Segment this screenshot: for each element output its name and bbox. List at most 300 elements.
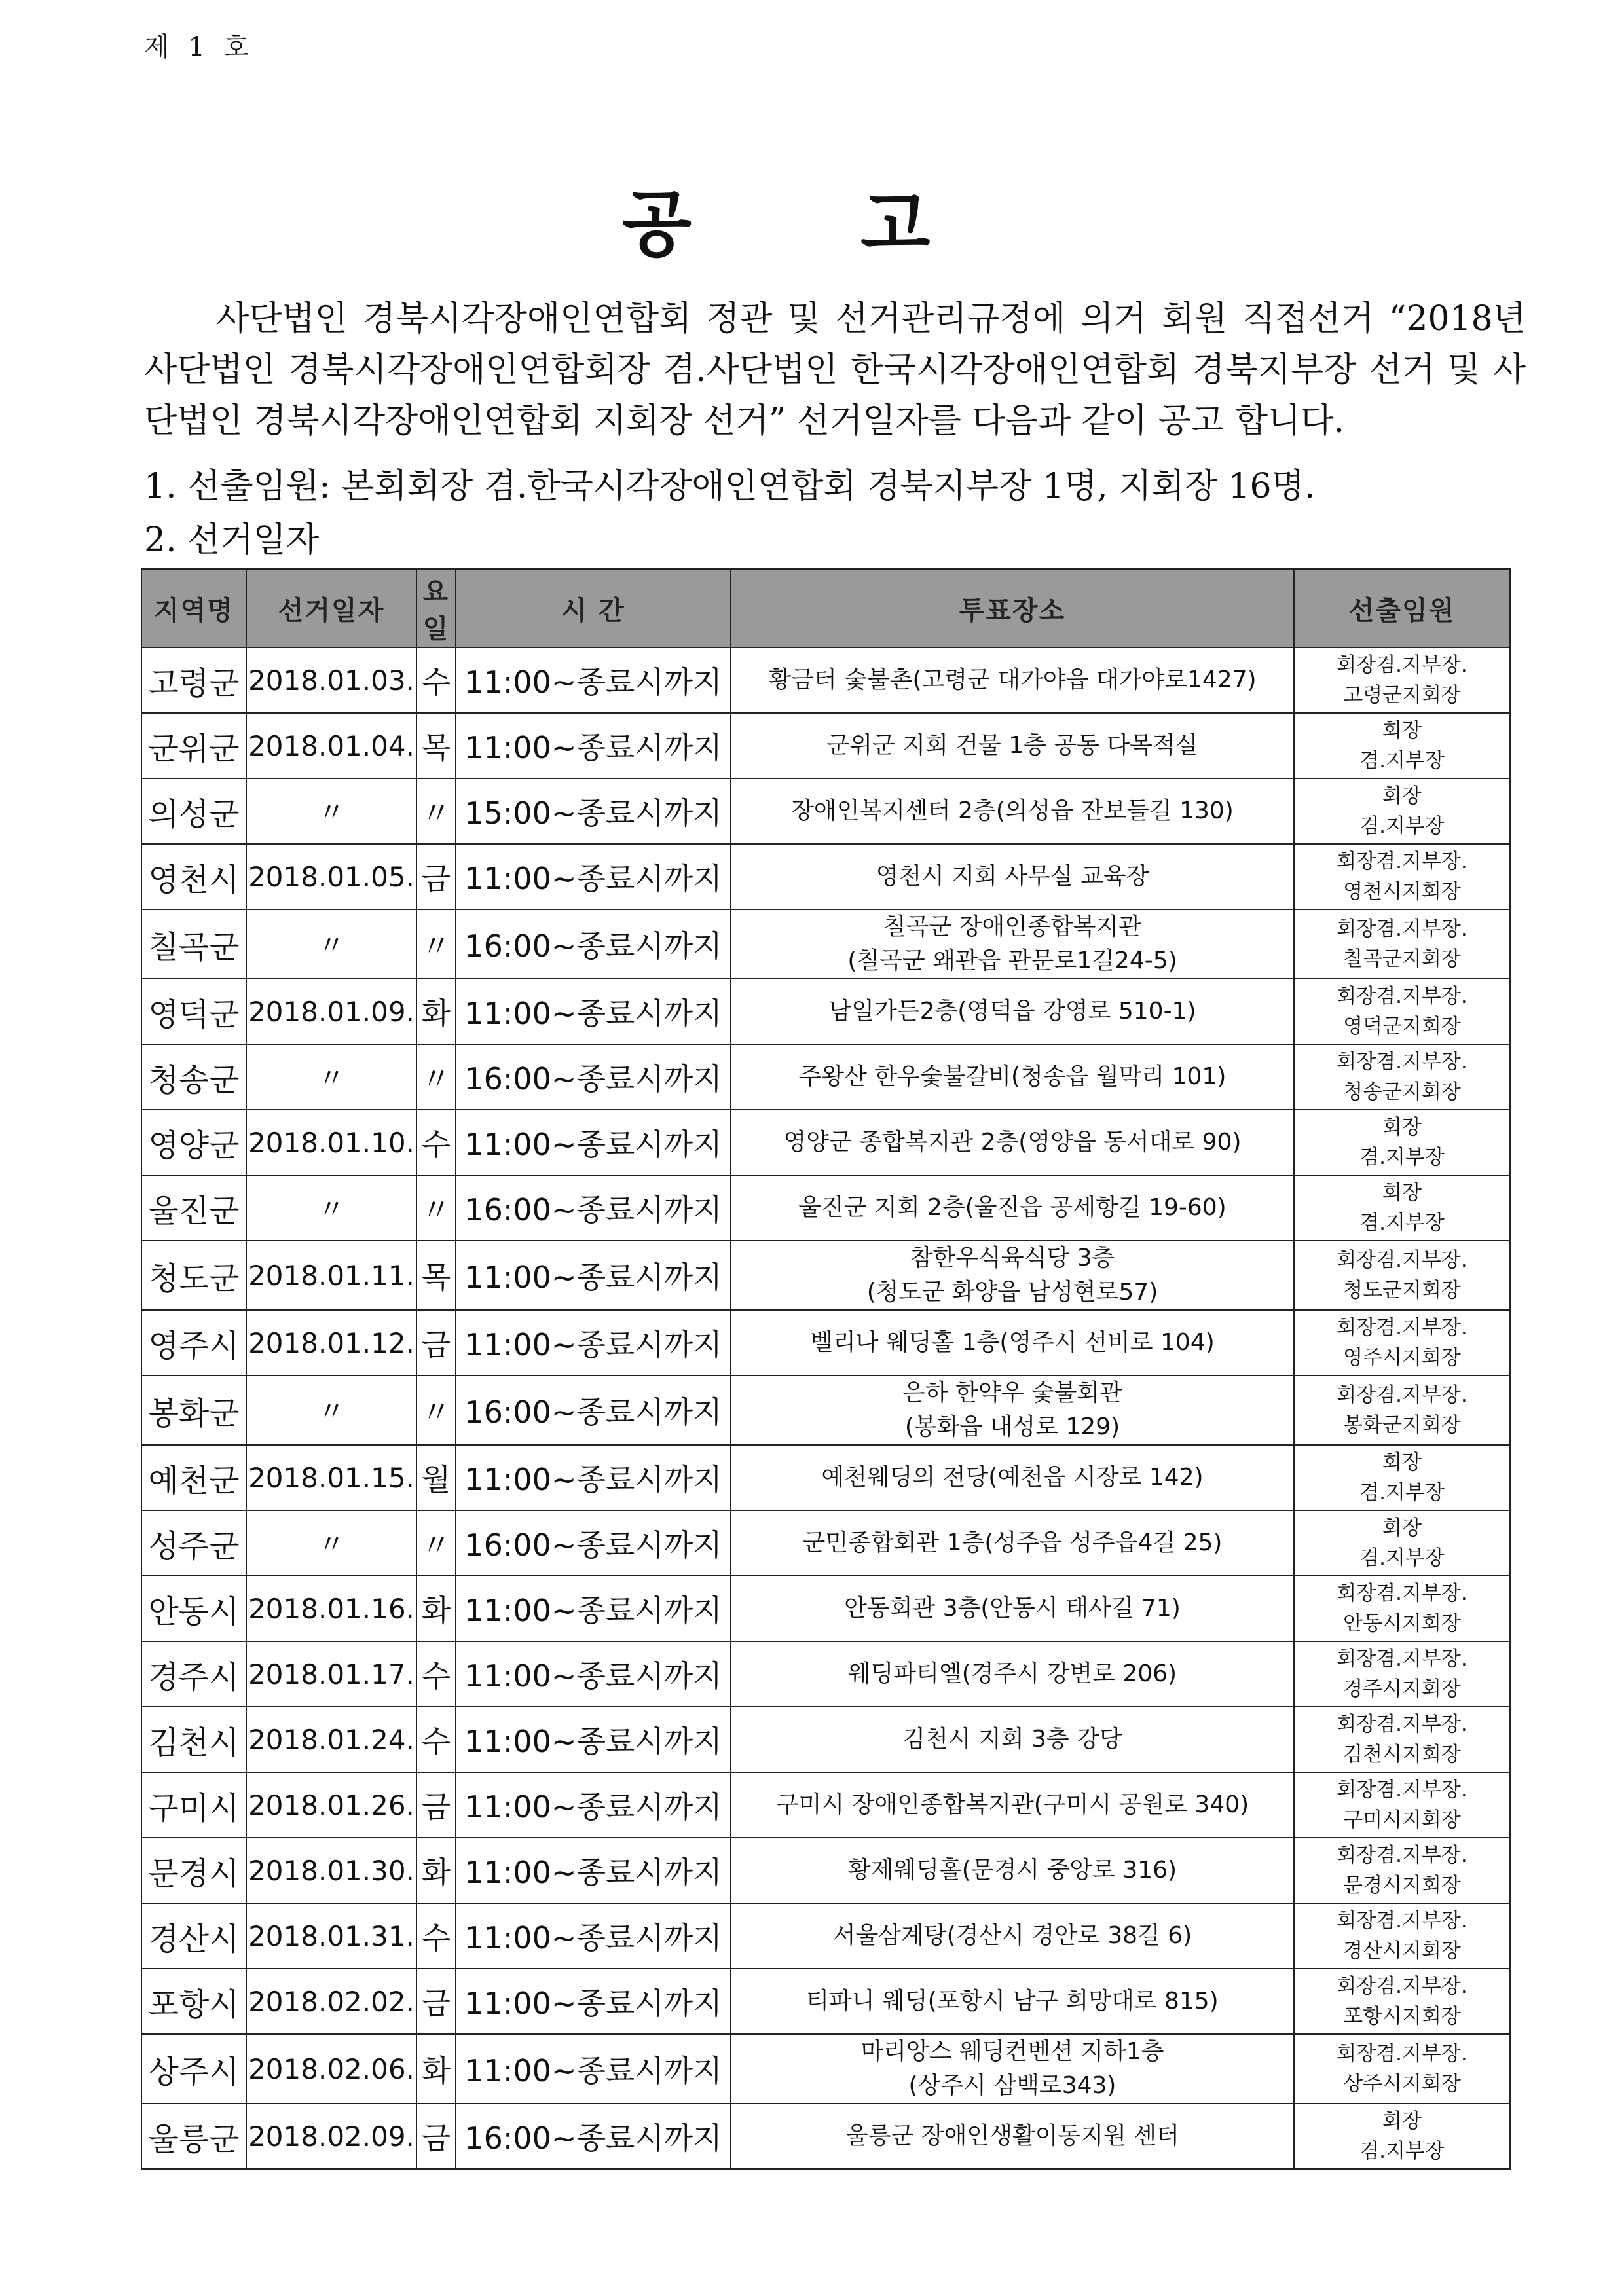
cell-time-text: 11:00~종료시까지 (464, 730, 722, 765)
cell-date (246, 1510, 416, 1576)
cell-date (246, 1175, 416, 1241)
header-time: 시 간 (456, 569, 731, 647)
cell-time (456, 1445, 731, 1510)
cell-elected-text: 겸.지부장 (1359, 1546, 1445, 1570)
cell-elected-text: 회장겸.지부장. (1337, 653, 1467, 677)
cell-elected-text: 회장 (1382, 1116, 1422, 1139)
table-row (141, 844, 1510, 909)
cell-elected (1294, 1707, 1510, 1772)
cell-date-text: 2018.01.31. (248, 1920, 415, 1952)
cell-region-text: 안동시 (148, 1593, 240, 1630)
cell-day (416, 713, 456, 778)
cell-day-text: 수 (421, 1127, 451, 1162)
cell-elected-text: 회장 (1382, 1516, 1422, 1540)
cell-region-text: 고령군 (148, 665, 240, 702)
cell-time-text: 11:00~종료시까지 (464, 996, 722, 1031)
cell-elected (1294, 1110, 1510, 1175)
cell-elected-text: 김천시지회장 (1343, 1743, 1461, 1766)
cell-region-text: 청송군 (148, 1061, 240, 1099)
cell-date (246, 1241, 416, 1310)
cell-venue (731, 1310, 1294, 1376)
cell-elected (1294, 778, 1510, 844)
cell-time (456, 778, 731, 844)
cell-venue (731, 979, 1294, 1044)
cell-date-text: 2018.01.11. (248, 1259, 415, 1292)
cell-date-text: 2018.01.15. (248, 1461, 415, 1494)
cell-day (416, 1110, 456, 1175)
cell-day-text: 〃 (421, 1527, 451, 1563)
cell-venue (731, 1772, 1294, 1838)
cell-date (246, 1044, 416, 1110)
cell-date-text: 〃 (317, 797, 345, 829)
cell-day-text: 〃 (421, 1394, 451, 1430)
cell-venue-text: 벨리나 웨딩홀 1층(영주시 선비로 104) (810, 1329, 1215, 1356)
cell-day (416, 909, 456, 979)
table-row (141, 1641, 1510, 1707)
cell-time (456, 1772, 731, 1838)
table-row (141, 1772, 1510, 1838)
cell-time (456, 1838, 731, 1903)
cell-elected (1294, 1044, 1510, 1110)
cell-elected (1294, 1838, 1510, 1903)
cell-region (141, 1576, 246, 1641)
cell-venue-text: 티파니 웨딩(포항시 남구 희망대로 815) (806, 1988, 1219, 2014)
cell-date (246, 909, 416, 979)
table-row (141, 979, 1510, 1044)
cell-venue-text: 김천시 지회 3층 강당 (902, 1726, 1122, 1753)
cell-elected-text: 회장겸.지부장. (1337, 1844, 1467, 1867)
cell-elected-text: 문경시지회장 (1343, 1874, 1461, 1897)
cell-region (141, 1310, 246, 1376)
cell-region-text: 예천군 (148, 1462, 240, 1499)
cell-elected-text: 겸.지부장 (1359, 2140, 1445, 2163)
cell-day-text: 금 (421, 1327, 451, 1362)
header-elected: 선출임원 (1294, 569, 1510, 647)
cell-date (246, 1376, 416, 1445)
cell-time-text: 16:00~종료시까지 (464, 1061, 722, 1097)
cell-elected-text: 회장겸.지부장. (1337, 2042, 1467, 2066)
cell-venue (731, 2104, 1294, 2169)
table-row (141, 778, 1510, 844)
table-row (141, 713, 1510, 778)
cell-region (141, 778, 246, 844)
cell-time-text: 11:00~종료시까지 (464, 1127, 722, 1162)
cell-elected-text: 안동시지회장 (1343, 1612, 1461, 1635)
cell-time-text: 16:00~종료시까지 (464, 1394, 722, 1430)
cell-region-text: 포항시 (148, 1986, 240, 2023)
cell-venue (731, 1969, 1294, 2034)
cell-date-text: 2018.02.06. (248, 2052, 415, 2085)
cell-day-text: 목 (421, 1260, 451, 1295)
cell-time (456, 844, 731, 909)
cell-venue (731, 1510, 1294, 1576)
cell-time (456, 1707, 731, 1772)
cell-region-text: 구미시 (148, 1789, 240, 1827)
cell-day (416, 1310, 456, 1376)
cell-day (416, 2034, 456, 2104)
cell-time-text: 11:00~종료시까지 (464, 1658, 722, 1694)
cell-day (416, 1969, 456, 2034)
cell-time (456, 1044, 731, 1110)
cell-venue (731, 1110, 1294, 1175)
table-row (141, 1110, 1510, 1175)
cell-day-text: 화 (421, 996, 451, 1031)
cell-elected-text: 회장 (1382, 2109, 1422, 2133)
cell-elected (1294, 1310, 1510, 1376)
cell-elected (1294, 1576, 1510, 1641)
announcement-paragraph: 사단법인 경북시각장애인연합회 정관 및 선거관리규정에 의거 회원 직접선거 “2018년 사단법인 경북시각장애인연합회장 겸.사단법인 한국시각장애인연합회 경북지부장 선거 및 사단법인 경북시각장애인연합회 지회장 선거” 선거일자를 다음과 같이 공고 합니다. (144, 299, 1526, 441)
cell-region (141, 713, 246, 778)
cell-elected (1294, 1903, 1510, 1969)
cell-day-text: 월 (421, 1462, 451, 1497)
cell-day (416, 647, 456, 713)
cell-day (416, 1576, 456, 1641)
cell-date (246, 2034, 416, 2104)
cell-venue (731, 2034, 1294, 2104)
cell-region (141, 2034, 246, 2104)
cell-elected-text: 겸.지부장 (1359, 1146, 1445, 1169)
table-row (141, 1310, 1510, 1376)
cell-elected-text: 경산시지회장 (1343, 1939, 1461, 1963)
cell-elected-text: 회장 (1382, 1451, 1422, 1474)
cell-venue-text: (칠곡군 왜관읍 관문로1길24-5) (847, 947, 1177, 974)
cell-time (456, 1310, 731, 1376)
cell-region-text: 울진군 (148, 1192, 240, 1230)
cell-venue (731, 1241, 1294, 1310)
cell-elected (1294, 1175, 1510, 1241)
cell-venue (731, 647, 1294, 713)
cell-venue-text: 군민종합회관 1층(성주읍 성주읍4길 25) (802, 1529, 1223, 1556)
cell-date (246, 647, 416, 713)
cell-venue (731, 909, 1294, 979)
cell-region (141, 1445, 246, 1510)
election-dates-heading: 2. 선거일자 (144, 520, 320, 560)
cell-elected-text: 회장 (1382, 784, 1422, 808)
cell-venue-text: 웨딩파티엘(경주시 강변로 206) (847, 1660, 1177, 1687)
cell-date-text: 2018.01.24. (248, 1723, 415, 1756)
cell-region-text: 영양군 (148, 1127, 240, 1164)
cell-day-text: 금 (421, 1789, 451, 1825)
cell-venue-text: 남일가든2층(영덕읍 강영로 510-1) (828, 998, 1196, 1025)
cell-date-text: 2018.01.10. (248, 1126, 415, 1159)
cell-region-text: 영덕군 (148, 996, 240, 1033)
cell-elected-text: 회장겸.지부장. (1337, 1316, 1467, 1339)
table-row (141, 1576, 1510, 1641)
cell-day (416, 979, 456, 1044)
table-row (141, 1445, 1510, 1510)
cell-elected-text: 고령군지회장 (1343, 683, 1461, 707)
cell-time (456, 2104, 731, 2169)
cell-day (416, 1641, 456, 1707)
cell-venue-text: 영천시 지회 사무실 교육장 (876, 863, 1149, 890)
cell-date (246, 1707, 416, 1772)
cell-elected (1294, 1969, 1510, 2034)
header-date: 선거일자 (246, 569, 416, 647)
cell-elected-text: 겸.지부장 (1359, 1481, 1445, 1504)
cell-time-text: 11:00~종료시까지 (464, 1986, 722, 2021)
cell-time-text: 11:00~종료시까지 (464, 1260, 722, 1295)
cell-date (246, 979, 416, 1044)
cell-region (141, 1772, 246, 1838)
cell-time-text: 11:00~종료시까지 (464, 2053, 722, 2088)
cell-time (456, 647, 731, 713)
cell-region (141, 979, 246, 1044)
cell-day-text: 목 (421, 730, 451, 765)
cell-time-text: 11:00~종료시까지 (464, 1327, 722, 1362)
cell-date (246, 1310, 416, 1376)
cell-region (141, 1707, 246, 1772)
cell-venue-text: 안동회관 3층(안동시 태사길 71) (844, 1595, 1181, 1622)
cell-venue-text: 칠곡군 장애인종합복지관 (883, 913, 1141, 940)
cell-time (456, 1641, 731, 1707)
cell-region (141, 1175, 246, 1241)
cell-time-text: 11:00~종료시까지 (464, 1462, 722, 1497)
cell-time (456, 1969, 731, 2034)
cell-time-text: 11:00~종료시까지 (464, 1789, 722, 1825)
cell-region (141, 844, 246, 909)
cell-region (141, 2104, 246, 2169)
cell-venue-text: 영양군 종합복지관 2층(영양읍 동서대로 90) (783, 1129, 1242, 1156)
cell-date (246, 844, 416, 909)
table-row (141, 1903, 1510, 1969)
cell-day (416, 778, 456, 844)
cell-date (246, 1903, 416, 1969)
cell-venue-text: (상주시 삼백로343) (908, 2072, 1116, 2099)
cell-venue-text: 군위군 지회 건물 1층 공동 다목적실 (826, 732, 1198, 759)
cell-date (246, 2104, 416, 2169)
cell-day-text: 수 (421, 1724, 451, 1759)
table-row (141, 1838, 1510, 1903)
cell-venue (731, 1576, 1294, 1641)
table-row (141, 1044, 1510, 1110)
cell-elected-text: 청송군지회장 (1343, 1080, 1461, 1104)
cell-day-text: 〃 (421, 795, 451, 831)
cell-day-text: 금 (421, 1986, 451, 2021)
cell-region (141, 647, 246, 713)
cell-region-text: 상주시 (148, 2053, 240, 2090)
cell-time (456, 2034, 731, 2104)
cell-time-text: 11:00~종료시까지 (464, 665, 722, 700)
cell-region (141, 1969, 246, 2034)
cell-region (141, 1241, 246, 1310)
cell-day (416, 2104, 456, 2169)
cell-day-text: 수 (421, 1658, 451, 1694)
cell-elected (1294, 1641, 1510, 1707)
cell-date-text: 2018.01.30. (248, 1854, 415, 1887)
cell-date-text: 2018.01.16. (248, 1592, 415, 1625)
cell-day (416, 1175, 456, 1241)
cell-elected-text: 회장겸.지부장. (1337, 1909, 1467, 1933)
cell-elected-text: 포항시지회장 (1343, 2005, 1461, 2028)
cell-time (456, 1110, 731, 1175)
cell-date (246, 778, 416, 844)
cell-region-text: 울릉군 (148, 2121, 240, 2158)
cell-venue (731, 1376, 1294, 1445)
cell-elected (1294, 1510, 1510, 1576)
cell-day (416, 1772, 456, 1838)
cell-venue-text: 주왕산 한우숯불갈비(청송읍 월막리 101) (798, 1063, 1227, 1090)
header-venue: 투표장소 (731, 569, 1294, 647)
table-row (141, 1707, 1510, 1772)
cell-region-text: 문경시 (148, 1855, 240, 1892)
cell-day-text: 〃 (421, 928, 451, 964)
cell-time-text: 11:00~종료시까지 (464, 1920, 722, 1956)
cell-day (416, 1376, 456, 1445)
cell-venue (731, 844, 1294, 909)
cell-elected-text: 회장겸.지부장. (1337, 1050, 1467, 1074)
cell-elected-text: 회장겸.지부장. (1337, 1778, 1467, 1802)
cell-elected (1294, 647, 1510, 713)
cell-elected (1294, 844, 1510, 909)
cell-region (141, 1110, 246, 1175)
table-row (141, 909, 1510, 979)
cell-elected (1294, 1376, 1510, 1445)
cell-elected-text: 회장 (1382, 719, 1422, 742)
cell-time-text: 15:00~종료시까지 (464, 795, 722, 831)
cell-day (416, 1445, 456, 1510)
cell-day-text: 금 (421, 861, 451, 896)
table-row (141, 2104, 1510, 2169)
cell-time (456, 1510, 731, 1576)
cell-day-text: 화 (421, 1593, 451, 1628)
table-row (141, 2034, 1510, 2104)
table-row (141, 1510, 1510, 1576)
cell-date-text: 〃 (317, 1063, 345, 1095)
cell-time-text: 16:00~종료시까지 (464, 1192, 722, 1228)
table-row (141, 1969, 1510, 2034)
cell-elected-text: 회장 (1382, 1181, 1422, 1205)
cell-region-text: 군위군 (148, 730, 240, 767)
cell-venue-text: 은하 한약우 숯불회관 (902, 1379, 1122, 1406)
cell-elected-text: 상주시지회장 (1343, 2072, 1461, 2096)
cell-day-text: 화 (421, 1855, 451, 1890)
cell-day (416, 1510, 456, 1576)
cell-date-text: 2018.01.03. (248, 664, 415, 697)
cell-venue (731, 1641, 1294, 1707)
cell-date-text: 〃 (317, 1194, 345, 1226)
cell-elected (1294, 979, 1510, 1044)
cell-date (246, 1445, 416, 1510)
cell-day-text: 수 (421, 1920, 451, 1956)
cell-date-text: 2018.02.09. (248, 2120, 415, 2153)
cell-venue-text: 울진군 지회 2층(울진읍 공세항길 19-60) (798, 1194, 1227, 1221)
cell-venue (731, 778, 1294, 844)
cell-region-text: 의성군 (148, 795, 240, 833)
cell-time (456, 1903, 731, 1969)
cell-venue-text: 장애인복지센터 2층(의성읍 잔보들길 130) (791, 797, 1234, 824)
cell-day-text: 금 (421, 2121, 451, 2156)
cell-venue-text: (봉화읍 내성로 129) (904, 1413, 1120, 1440)
cell-region-text: 봉화군 (148, 1394, 240, 1432)
cell-venue (731, 1445, 1294, 1510)
cell-elected-text: 회장겸.지부장. (1337, 850, 1467, 873)
cell-region (141, 1510, 246, 1576)
cell-day-text: 〃 (421, 1192, 451, 1228)
cell-elected-text: 영덕군지회장 (1343, 1015, 1461, 1038)
cell-venue-text: 황제웨딩홀(문경시 중앙로 316) (847, 1857, 1177, 1884)
cell-date-text: 2018.02.02. (248, 1985, 415, 2018)
document-title: 공 고 (621, 182, 1003, 266)
cell-elected-text: 구미시지회장 (1343, 1808, 1461, 1832)
cell-day (416, 1241, 456, 1310)
cell-elected (1294, 2034, 1510, 2104)
cell-elected-text: 영천시지회장 (1343, 880, 1461, 903)
cell-region-text: 성주군 (148, 1527, 240, 1565)
cell-elected-text: 겸.지부장 (1359, 1211, 1445, 1235)
cell-elected (1294, 1241, 1510, 1310)
cell-date-text: 2018.01.05. (248, 860, 415, 893)
cell-date-text: 〃 (317, 930, 345, 962)
cell-day (416, 1838, 456, 1903)
cell-venue (731, 713, 1294, 778)
cell-elected-text: 회장겸.지부장. (1337, 1383, 1467, 1407)
document-number: 제 1 호 (144, 32, 255, 62)
cell-venue (731, 1044, 1294, 1110)
cell-day (416, 1044, 456, 1110)
cell-region-text: 경산시 (148, 1920, 240, 1958)
cell-venue-text: 황금터 숯불촌(고령군 대가야읍 대가야로1427) (768, 666, 1257, 693)
cell-elected (1294, 1445, 1510, 1510)
cell-elected-text: 경주시지회장 (1343, 1677, 1461, 1701)
cell-region-text: 김천시 (148, 1724, 240, 1761)
cell-region-text: 영천시 (148, 861, 240, 898)
cell-venue-text: 서울삼계탕(경산시 경안로 38길 6) (832, 1922, 1192, 1949)
cell-time (456, 1576, 731, 1641)
cell-date (246, 1969, 416, 2034)
cell-region-text: 경주시 (148, 1658, 240, 1696)
cell-elected (1294, 2104, 1510, 2169)
cell-elected (1294, 713, 1510, 778)
cell-venue-text: 구미시 장애인종합복지관(구미시 공원로 340) (775, 1791, 1249, 1818)
cell-time (456, 1241, 731, 1310)
cell-elected-text: 칠곡군지회장 (1343, 947, 1461, 971)
cell-time-text: 16:00~종료시까지 (464, 928, 722, 964)
header-day: 요일 (416, 569, 456, 647)
cell-venue (731, 1903, 1294, 1969)
header-region: 지역명 (141, 569, 246, 647)
election-schedule-table (141, 568, 1511, 2170)
cell-elected-text: 겸.지부장 (1359, 814, 1445, 838)
cell-region-text: 청도군 (148, 1260, 240, 1297)
cell-venue (731, 1175, 1294, 1241)
cell-time-text: 16:00~종료시까지 (464, 2121, 722, 2156)
cell-day-text: 화 (421, 2053, 451, 2088)
cell-elected-text: 영주시지회장 (1343, 1346, 1461, 1370)
cell-elected (1294, 1772, 1510, 1838)
cell-time-text: 11:00~종료시까지 (464, 861, 722, 896)
cell-date-text: 〃 (317, 1529, 345, 1561)
cell-time-text: 11:00~종료시까지 (464, 1724, 722, 1759)
cell-elected-text: 회장겸.지부장. (1337, 1713, 1467, 1736)
cell-venue (731, 1707, 1294, 1772)
cell-region (141, 1838, 246, 1903)
cell-date (246, 1772, 416, 1838)
cell-date-text: 〃 (317, 1396, 345, 1428)
cell-date (246, 1110, 416, 1175)
cell-venue-text: 마리앙스 웨딩컨벤션 지하1층 (860, 2038, 1164, 2065)
cell-day (416, 1903, 456, 1969)
cell-time (456, 713, 731, 778)
cell-date-text: 2018.01.17. (248, 1658, 415, 1690)
table-row (141, 1241, 1510, 1310)
cell-region (141, 1903, 246, 1969)
cell-venue-text: 참한우식육식당 3층 (910, 1245, 1115, 1271)
cell-time (456, 979, 731, 1044)
cell-date (246, 1576, 416, 1641)
cell-venue (731, 1838, 1294, 1903)
cell-region-text: 영주시 (148, 1327, 240, 1364)
cell-region (141, 1641, 246, 1707)
